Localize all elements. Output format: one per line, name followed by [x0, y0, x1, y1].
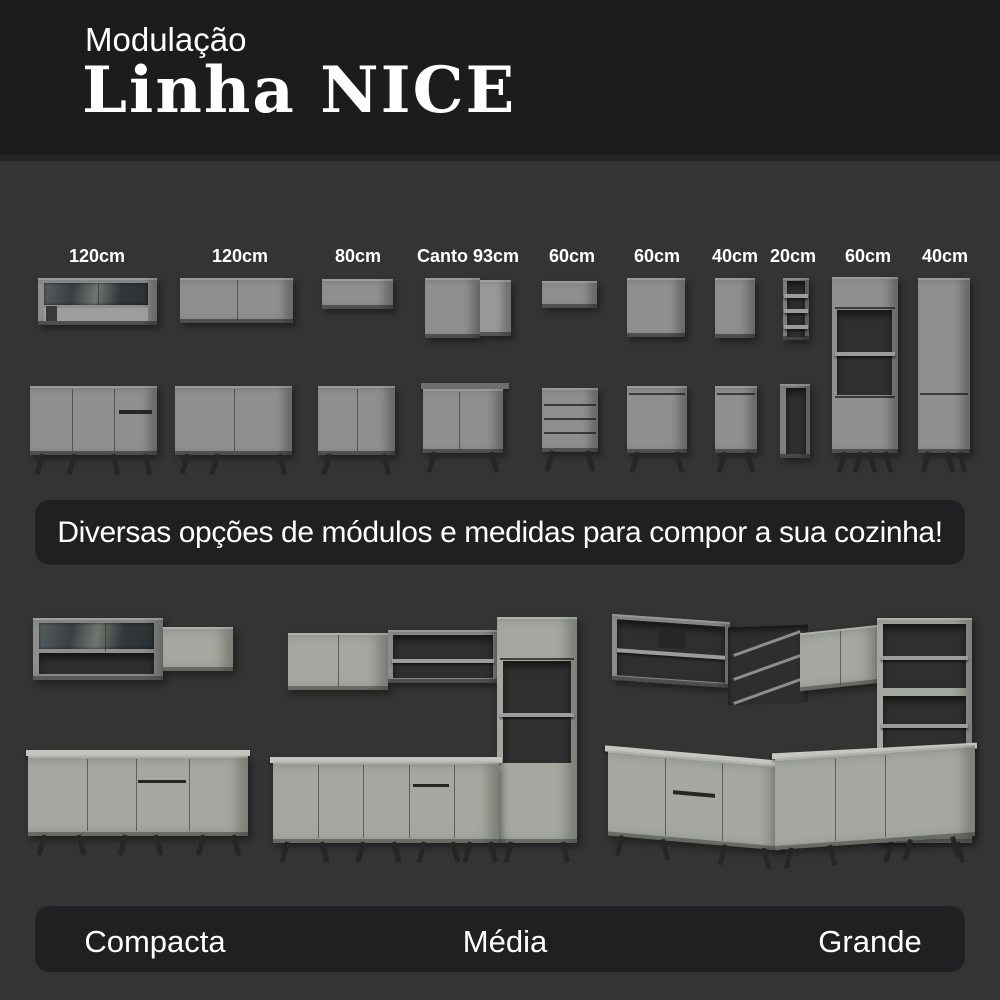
module-label-40-a: 40cm [711, 246, 759, 266]
compacta-wall-cabinet [163, 627, 233, 671]
drawer-slot [413, 784, 449, 787]
cabinet-leg [545, 450, 555, 472]
cabinet-leg [231, 834, 241, 856]
cabinet-leg [884, 841, 894, 863]
cabinet-leg [180, 453, 190, 475]
module-label-20: 20cm [769, 246, 817, 266]
tall-cabinet-40 [918, 278, 970, 453]
door-divider [105, 623, 106, 652]
drawer-handle [673, 790, 714, 798]
door-divider [318, 765, 319, 838]
door-divider [454, 765, 455, 838]
cabinet-leg [827, 844, 837, 866]
cabinet-leg [427, 451, 437, 473]
door-top-line [717, 393, 756, 395]
door-divider [835, 758, 836, 840]
cabinet-leg [660, 839, 670, 861]
shelf-line [784, 294, 808, 298]
cabinet-leg [489, 451, 499, 473]
door-divider [237, 280, 238, 321]
cabinet-leg [745, 451, 755, 473]
cabinet-leg [35, 453, 45, 475]
door-divider [840, 631, 841, 683]
module-label-120-glass: 120cm [68, 246, 126, 266]
niche-shelf [392, 659, 493, 663]
kitchen-size-media: Média [462, 924, 548, 959]
kitchen-size-grande: Grande [818, 924, 922, 959]
module-label-60-tall: 60cm [844, 246, 892, 266]
base-cabinet-60-drawers [542, 388, 598, 452]
banner [35, 500, 965, 565]
grande-base-run-left [608, 750, 780, 850]
grande-wall-cabinet [800, 625, 880, 691]
shelf-line [784, 309, 808, 313]
base-cabinet-120 [175, 386, 292, 455]
door-divider [136, 759, 137, 831]
cabinet-leg [945, 451, 955, 473]
grande-base-run-right [775, 745, 975, 850]
cabinet-leg [153, 834, 163, 856]
shelf-item [46, 306, 57, 321]
grande-wall-open-cabinet [612, 614, 730, 688]
media-wall-cabinet [288, 633, 388, 690]
cabinet-leg [718, 844, 728, 866]
drawer-slot [119, 410, 152, 414]
cabinet-leg [322, 453, 332, 475]
base-cabinet-40 [715, 386, 757, 453]
cabinet-leg [391, 841, 401, 863]
cabinet-leg [196, 834, 206, 856]
door-divider [234, 389, 235, 451]
module-label-60-a: 60cm [548, 246, 596, 266]
door-divider [98, 283, 99, 305]
cabinet-leg [277, 453, 287, 475]
door-divider [885, 755, 886, 837]
cabinet-leg [837, 451, 847, 473]
niche-shelf [500, 713, 574, 717]
wall-cabinet-120-glass [38, 278, 157, 325]
wall-cabinet-40 [715, 278, 755, 338]
header [0, 0, 1000, 161]
media-tall-cabinet [497, 617, 577, 843]
shelf-line [784, 325, 808, 329]
wall-cabinet-60 [627, 278, 685, 337]
door-divider [722, 764, 723, 841]
drawer-slot [138, 780, 186, 783]
door-divider [835, 396, 896, 398]
wall-cabinet-120 [180, 278, 293, 323]
door-divider [835, 307, 896, 309]
page-title: Linha NICE [82, 53, 517, 128]
open-shelf [44, 308, 148, 321]
module-label-80: 80cm [334, 246, 382, 266]
door-divider [87, 759, 88, 831]
door-divider [459, 392, 460, 450]
cabinet-leg [615, 835, 625, 857]
door-divider [500, 658, 574, 660]
wall-cabinet-60-small [542, 281, 597, 308]
door-divider [409, 765, 410, 838]
module-label-60-b: 60cm [633, 246, 681, 266]
niche-shelf [881, 656, 968, 660]
cabinet-leg [76, 834, 86, 856]
cabinet-leg [417, 841, 427, 863]
door-divider [189, 759, 190, 831]
cabinet-leg [118, 834, 128, 856]
cabinet-leg [560, 841, 570, 863]
header-subtitle: Modulação [85, 21, 247, 58]
open-niche [786, 388, 806, 454]
banner-text: Diversas opções de módulos e medidas para compor a sua cozinha! [57, 515, 943, 549]
open-shelf [39, 653, 154, 674]
glass-doors [44, 283, 148, 305]
wall-cabinet-canto-door [425, 278, 480, 338]
cabinet-leg [883, 451, 893, 473]
cabinet-leg [921, 451, 931, 473]
door-divider [72, 389, 73, 451]
door-top-line [629, 393, 684, 395]
shelf-item [659, 629, 685, 649]
wall-cabinet-80 [322, 279, 393, 309]
cabinet-leg [210, 453, 220, 475]
compacta-base-run [28, 756, 248, 836]
cabinet-leg [356, 841, 366, 863]
cabinet-leg [319, 841, 329, 863]
drawer-divider [544, 432, 596, 434]
cabinet-leg [867, 451, 877, 473]
cabinet-leg [110, 453, 120, 475]
base-cabinet-60 [627, 386, 687, 453]
base-cabinet-canto [423, 389, 503, 453]
door-divider [665, 759, 666, 836]
door-divider [357, 389, 358, 451]
cabinet-leg [450, 841, 460, 863]
cabinet-leg [488, 841, 498, 863]
cabinet-leg [381, 453, 391, 475]
base-cabinet-120-drawer [30, 386, 157, 455]
door-divider [338, 635, 339, 686]
module-label-canto-93: Canto 93cm [416, 246, 520, 266]
wall-cabinet-canto-panel [480, 280, 511, 336]
drawer-divider [544, 404, 596, 406]
cabinet-leg [717, 451, 727, 473]
door-divider [363, 765, 364, 838]
media-wall-open-cabinet [388, 630, 498, 683]
cabinet-leg [784, 847, 794, 869]
base-open-unit-20 [780, 384, 810, 458]
niche-shelf [835, 352, 896, 356]
tall-cabinet-60-microwave [832, 277, 898, 453]
corner-shelf-line [733, 654, 801, 681]
grande-corner-shelves [728, 625, 808, 706]
door-divider [920, 393, 968, 395]
cabinet-leg [853, 451, 863, 473]
microwave-niche [503, 661, 571, 763]
niche-shelf [881, 724, 968, 728]
cabinet-leg [67, 453, 77, 475]
compacta-wall-glass-cabinet [33, 618, 163, 680]
open-niche [393, 635, 493, 678]
corner-shelf-line [733, 678, 801, 705]
door-divider [114, 389, 115, 451]
module-label-40-tall: 40cm [921, 246, 969, 266]
sizes-bar [35, 906, 965, 972]
drawer-divider [544, 418, 596, 420]
kitchen-size-compacta: Compacta [84, 924, 226, 959]
cabinet-leg [630, 451, 640, 473]
cabinet-leg [280, 841, 290, 863]
cabinet-leg [761, 848, 771, 870]
cabinet-leg [504, 841, 514, 863]
glass-doors [39, 623, 154, 649]
module-label-120: 120cm [211, 246, 269, 266]
wall-shelf-20 [783, 278, 809, 340]
base-cabinet-80 [318, 386, 395, 455]
cabinet-leg [463, 841, 473, 863]
corner-shelf-line [733, 630, 801, 657]
media-base-run [273, 762, 499, 843]
cabinet-leg [674, 451, 684, 473]
cabinet-leg [37, 834, 47, 856]
cabinet-leg [142, 453, 152, 475]
cabinet-leg [585, 450, 595, 472]
cabinet-leg [957, 451, 967, 473]
